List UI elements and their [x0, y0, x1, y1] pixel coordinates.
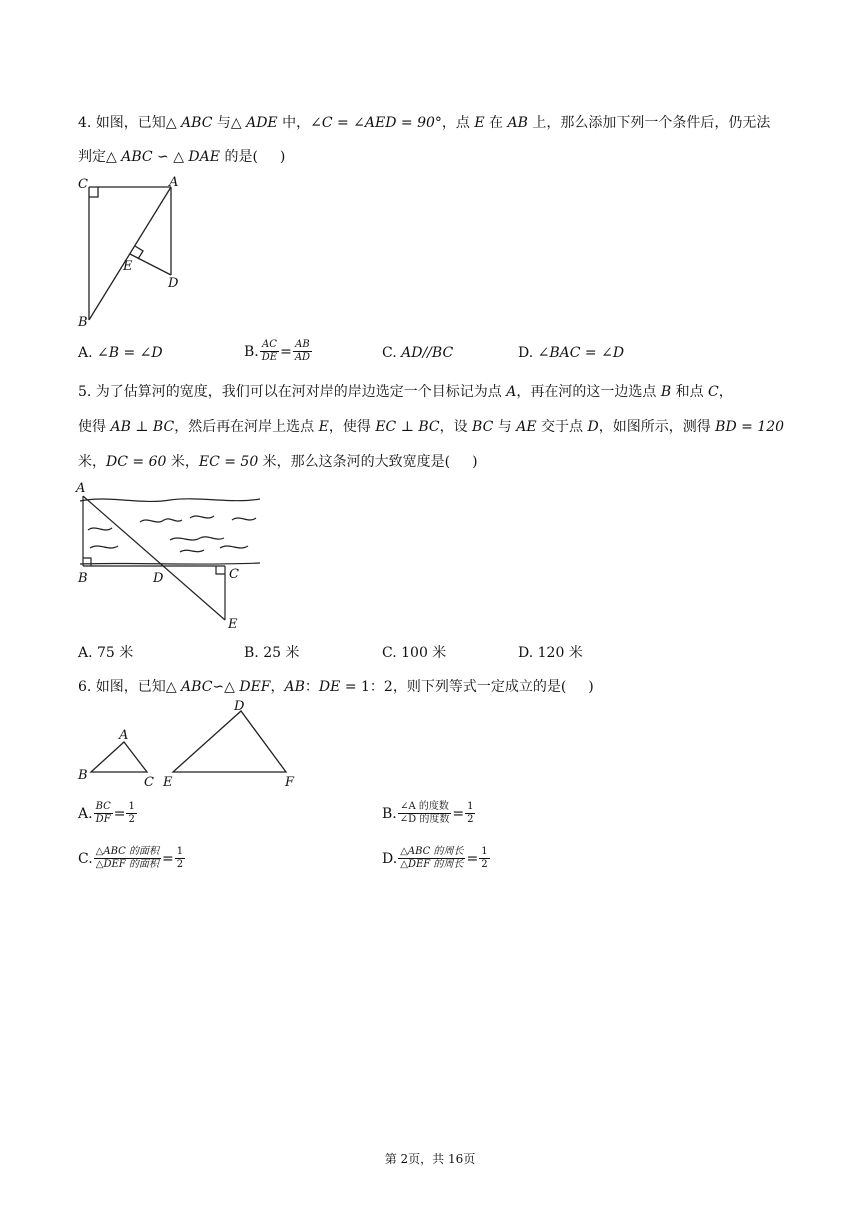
fraction — [398, 801, 452, 826]
q4-text: 判定 — [78, 149, 106, 165]
q6-triangle-DEF — [173, 711, 286, 772]
q4-label-A: A — [169, 175, 179, 190]
fraction-den: 2 — [128, 814, 135, 825]
q6-text: ： — [304, 679, 319, 695]
q4-line2 — [78, 146, 285, 166]
q5-text: 和点 — [671, 384, 709, 400]
fraction — [175, 846, 185, 871]
fraction-den: ∠D 的度数 — [399, 814, 450, 825]
fraction-num: △ABC 的周长 — [400, 846, 464, 857]
q5-math: B — [660, 384, 672, 400]
q5-text: 与 — [493, 419, 517, 435]
q5-text: ) — [472, 454, 478, 470]
q4-label-E: E — [123, 259, 133, 274]
q5-right-angle-B — [83, 558, 91, 566]
fraction-num: 1 — [128, 801, 135, 812]
q6-text: ， — [270, 679, 285, 695]
q5-text: ，然后再在河岸上选点 — [174, 419, 319, 435]
q4-segment-ED — [130, 254, 171, 275]
q5-river-far-bank — [80, 499, 260, 502]
fraction-den: 2 — [481, 859, 488, 870]
option-prefix: B. — [244, 343, 259, 360]
q4-text: ) — [279, 149, 286, 165]
q4-text: ，点 — [441, 115, 475, 131]
fraction-den: △DEF 的周长 — [400, 859, 464, 870]
q4-option-b — [244, 339, 313, 364]
q5-math: EC = 50 — [198, 454, 259, 470]
q4-math: E — [474, 115, 485, 131]
fraction-den: 2 — [467, 814, 474, 825]
q6-math: △ ABC∽△ DEF — [165, 679, 271, 695]
q4-text: 与 — [212, 115, 231, 131]
q5-figure — [70, 478, 270, 633]
q5-math: AE — [516, 419, 537, 435]
option-text: ∠B = ∠D — [97, 345, 163, 361]
q4-text: △ — [165, 115, 182, 131]
q5-math: DC = 60 — [106, 454, 167, 470]
fraction — [126, 801, 136, 826]
q4-option-c — [382, 345, 453, 361]
option-prefix: B. — [382, 805, 397, 822]
q6-label-A: A — [119, 728, 129, 743]
q6-label-E: E — [163, 775, 173, 790]
q5-river-near-bank — [80, 563, 260, 564]
q6-option-d — [382, 846, 491, 871]
option-prefix: D. — [518, 345, 534, 361]
q6-text: = 1：2，则下列等式一定成立的是( — [340, 679, 567, 695]
q6-label-C: C — [144, 775, 154, 790]
fraction — [94, 801, 113, 826]
q5-option-c — [382, 642, 446, 662]
q4-text: △ — [230, 115, 247, 131]
q6-option-b — [382, 801, 476, 826]
q4-text: 在 — [484, 115, 508, 131]
fraction-den: 2 — [176, 859, 184, 870]
q5-water-wave — [190, 516, 214, 518]
q5-line2 — [78, 416, 784, 436]
fraction-num: 1 — [176, 846, 184, 857]
q4-text: 上，那么添加下列一个条件后，仍无法 — [527, 115, 771, 131]
q4-math: ABC ∽ △ DAE — [121, 149, 220, 165]
q5-text: ，使得 — [328, 419, 376, 435]
q4-label-C: C — [78, 177, 88, 192]
fraction-den: △DEF 的面积 — [95, 859, 159, 870]
q4-label-B: B — [78, 315, 88, 330]
q5-water-wave — [88, 528, 112, 530]
q5-math: BC — [472, 419, 494, 435]
q5-math: EC ⊥ BC — [375, 419, 440, 435]
option-prefix: C. — [382, 645, 397, 661]
q5-text: ， — [718, 384, 733, 400]
page-footer: 第 2页，共 16页 — [384, 1152, 476, 1166]
q4-math: ADE — [246, 115, 278, 131]
option-text: 100 米 — [401, 645, 447, 661]
option-text: ∠BAC = ∠D — [537, 345, 625, 361]
equals: = — [466, 850, 479, 867]
option-text: 25 米 — [263, 645, 300, 661]
fraction-den: DE — [261, 352, 278, 363]
option-prefix: A. — [78, 645, 93, 661]
option-prefix: C. — [382, 345, 397, 361]
q6-line — [78, 676, 594, 696]
fraction — [398, 846, 465, 871]
q6-label-D: D — [234, 699, 245, 714]
equals: = — [161, 850, 174, 867]
q5-right-angle-C — [216, 566, 225, 574]
q4-option-a — [78, 345, 163, 361]
q4-label-D: D — [168, 276, 179, 291]
q4-math: AB — [507, 115, 528, 131]
equals: = — [452, 805, 465, 822]
q5-option-d — [518, 642, 583, 662]
q4-text: 的是( — [220, 149, 258, 165]
fraction-den: DF — [95, 814, 111, 825]
q5-math: C — [708, 384, 719, 400]
q5-option-b — [244, 642, 299, 662]
q6-math: DE — [318, 679, 341, 695]
q5-water-wave — [180, 550, 204, 552]
fraction — [465, 801, 475, 826]
q6-option-c — [78, 846, 186, 871]
q6-option-a — [78, 801, 138, 826]
q5-label-B: B — [78, 571, 88, 586]
fraction-num: BC — [95, 801, 111, 812]
q5-line3 — [78, 451, 478, 471]
fraction-num: ∠A 的度数 — [400, 801, 449, 812]
option-prefix: A. — [78, 345, 93, 361]
q5-water-wave — [90, 546, 118, 548]
q5-label-A: A — [76, 481, 86, 496]
q5-math: A — [506, 384, 517, 400]
fraction-num: 1 — [481, 846, 488, 857]
option-text: 120 米 — [537, 645, 583, 661]
q5-label-D: D — [153, 571, 164, 586]
q6-text: ) — [588, 679, 594, 695]
q6-math: AB — [284, 679, 305, 695]
q5-option-a — [78, 642, 133, 662]
q4-text: △ — [106, 149, 122, 165]
q4-text: 4. 如图，已知 — [78, 115, 166, 131]
fraction — [293, 339, 312, 364]
option-text: 75 米 — [97, 645, 134, 661]
q5-text: 米， — [166, 454, 199, 470]
q5-text: 使得 — [78, 419, 111, 435]
q4-math: ABC — [181, 115, 213, 131]
q4-line1 — [78, 112, 770, 132]
fraction-num: AC — [261, 339, 277, 350]
q5-math: AB ⊥ BC — [110, 419, 175, 435]
option-prefix: C. — [78, 850, 93, 867]
q6-text: 6. 如图，已知 — [78, 679, 166, 695]
q6-triangle-ABC — [91, 742, 147, 772]
q4-figure — [70, 170, 200, 330]
option-prefix: B. — [244, 645, 259, 661]
q5-math: D — [587, 419, 599, 435]
q5-text: 交于点 — [536, 419, 588, 435]
q5-water-wave — [232, 518, 256, 520]
option-prefix: A. — [78, 805, 93, 822]
option-text: AD//BC — [401, 345, 454, 361]
q4-math: ∠C = ∠AED = 90° — [310, 115, 442, 131]
q6-figure — [70, 698, 310, 793]
q5-water-wave — [170, 537, 224, 540]
q5-text: 米， — [78, 454, 106, 470]
q5-text: 5. 为了估算河的宽度，我们可以在河对岸的岸边选定一个目标记为点 — [78, 384, 507, 400]
q5-math: BD = 120 — [715, 419, 785, 435]
q5-text: ，再在河的这一边选点 — [516, 384, 661, 400]
fraction-den: AD — [294, 352, 311, 363]
q4-option-d — [518, 345, 624, 361]
equals: = — [113, 805, 126, 822]
q6-label-B: B — [78, 768, 88, 783]
q4-right-angle-C — [89, 187, 98, 197]
q5-text: 米，那么这条河的大致宽度是( — [258, 454, 451, 470]
fraction — [94, 846, 161, 871]
q5-segment-AE — [83, 496, 225, 620]
fraction-num: AB — [295, 339, 310, 350]
option-prefix: D. — [382, 850, 398, 867]
q4-text: 中， — [277, 115, 311, 131]
q5-line1 — [78, 381, 733, 401]
option-prefix: D. — [518, 645, 534, 661]
fraction-num: △ABC 的面积 — [95, 846, 159, 857]
fraction-num: 1 — [467, 801, 474, 812]
q5-water-wave — [220, 546, 248, 548]
q5-text: ，如图所示，测得 — [598, 419, 716, 435]
fraction — [479, 846, 489, 871]
q5-text: ，设 — [439, 419, 473, 435]
q4-segment-AB — [89, 187, 171, 320]
fraction — [260, 339, 279, 364]
q5-label-E: E — [228, 617, 238, 632]
q6-label-F: F — [285, 775, 295, 790]
q5-math: E — [318, 419, 329, 435]
q5-water-wave — [140, 519, 182, 522]
q5-label-C: C — [229, 567, 239, 582]
equals: = — [280, 343, 292, 360]
